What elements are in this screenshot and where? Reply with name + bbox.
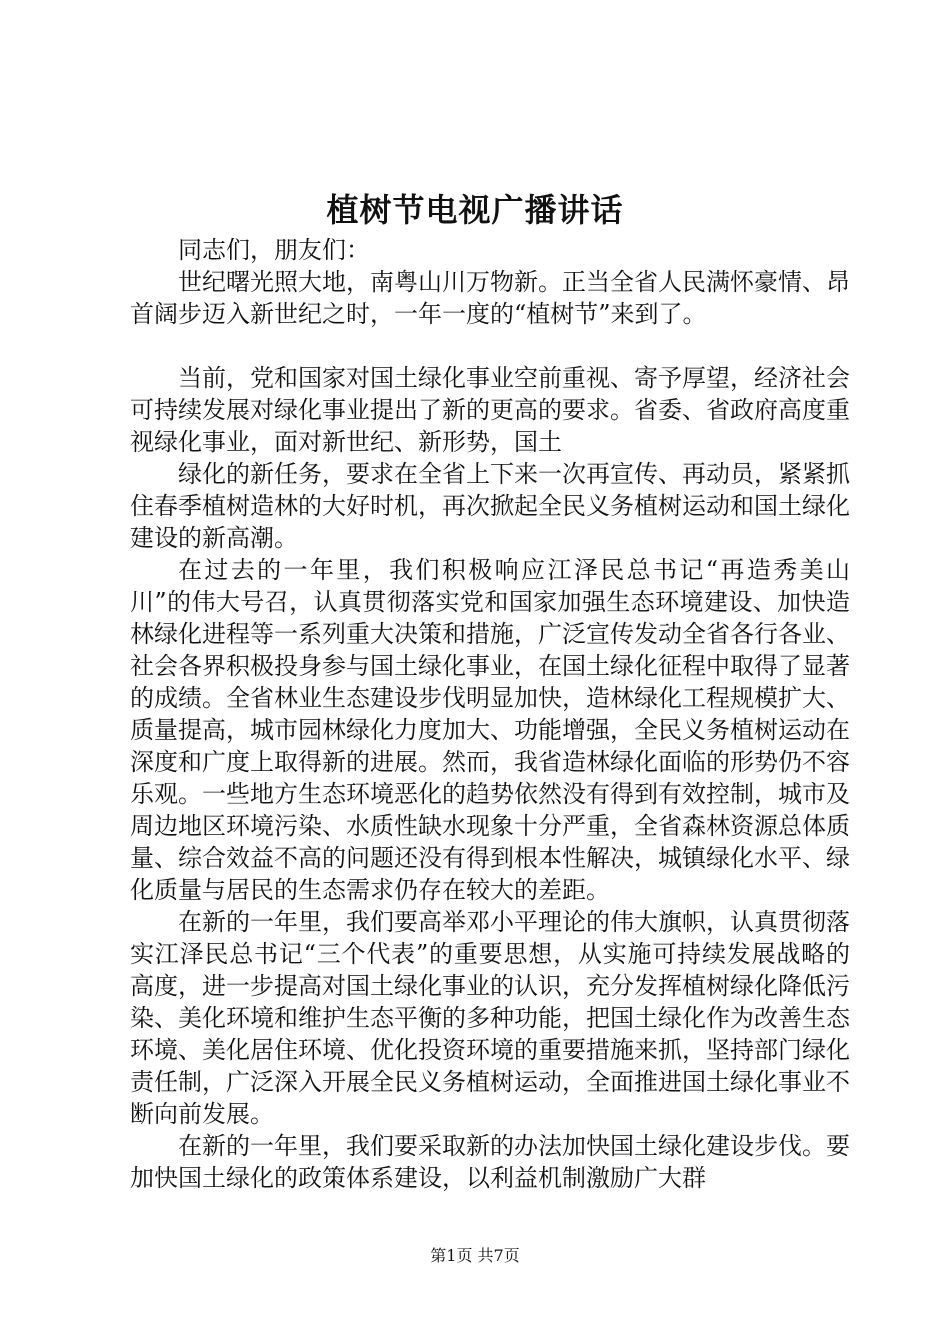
paragraph-past-year: 在过去的一年里，我们积极响应江泽民总书记“再造秀美山川”的伟大号召，认真贯彻落实党和国家加强生态环境建设、加快造林绿化进程等一系列重大决策和措施，广泛宣传发动全省各行各业、社会各界积极投身参与国土绿化事业，在国土绿化征程中取得了显著的成绩。全省林业生态建设步伐明显加快，造林绿化工程规模扩大、质量提高，城市园林绿化力度加大、功能增强，全民义务植树运动在深度和广度上取得新的进展。然而，我省造林绿化面临的形势仍不容乐观。一些地方生态环境恶化的趋势依然没有得到有效控制，城市及周边地区环境污染、水质性缺水现象十分严重，全省森林资源总体质量、综合效益不高的问题还没有得到根本性解决，城镇绿化水平、绿化质量与居民的生态需求仍存在较大的差距。 <box>130 556 850 904</box>
page-footer: 第1页 共7页 <box>430 1246 520 1265</box>
paragraph-new-year-methods: 在新的一年里，我们要采取新的办法加快国土绿化建设步伐。要加快国土绿化的政策体系建设，以利益机制激励广大群 <box>130 1132 850 1192</box>
paragraph-current-situation: 当前，党和国家对国土绿化事业空前重视、寄予厚望，经济社会可持续发展对绿化事业提出了新的更高的要求。省委、省政府高度重视绿化事业，面对新世纪、新形势，国土 <box>130 364 850 456</box>
paragraph-greeting: 同志们，朋友们： <box>178 236 370 264</box>
document-title: 植树节电视广播讲话 <box>326 191 624 229</box>
document-body <box>130 234 850 1194</box>
paragraph-opening: 世纪曙光照大地，南粤山川万物新。正当全省人民满怀豪情、昂首阔步迈入新世纪之时，一年一度的“植树节”来到了。 <box>130 268 850 328</box>
paragraph-new-year-goals: 在新的一年里，我们要高举邓小平理论的伟大旗帜，认真贯彻落实江泽民总书记“三个代表”的重要思想，从实施可持续发展战略的高度，进一步提高对国土绿化事业的认识，充分发挥植树绿化降低污染、美化环境和维护生态平衡的多种功能，把国土绿化作为改善生态环境、美化居住环境、优化投资环境的重要措施来抓，坚持部门绿化责任制，广泛深入开展全民义务植树运动，全面推进国土绿化事业不断向前发展。 <box>130 908 850 1128</box>
paragraph-new-tasks: 绿化的新任务，要求在全省上下来一次再宣传、再动员，紧紧抓住春季植树造林的大好时机，再次掀起全民义务植树运动和国土绿化建设的新高潮。 <box>130 460 850 552</box>
